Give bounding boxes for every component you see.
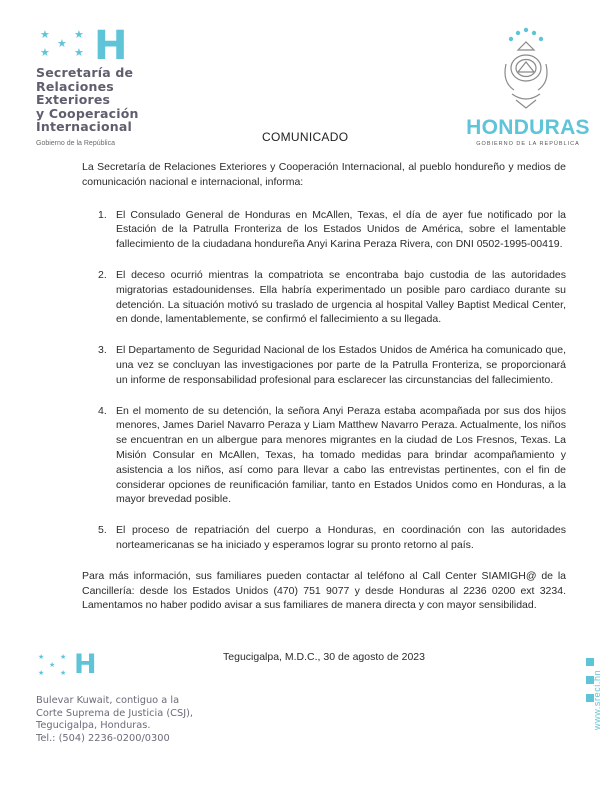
country-name: HONDURAS	[466, 116, 590, 139]
item-text: El Departamento de Seguridad Nacional de los Estados Unidos de América ha comunicado que, una vez se concluyan las investigaciones por parte de la Patrulla Fronteriza, se proporcionará un informe de responsabilidad profesional para esclarecer las circunstancias del fallecimiento.	[116, 344, 566, 386]
list-item	[82, 523, 566, 553]
list-item	[82, 208, 566, 252]
website-link[interactable]: www.sreci.hn	[592, 669, 602, 730]
coat-of-arms-icon	[496, 24, 556, 116]
item-text: En el momento de su detención, la señora Anyi Peraza estaba acompañada por sus dos hijos menores, James Dariel Navarro Peraza y Liam Matthew Navarro Peraza. Actualmente, los niños se encuentran en un albergue para menores migrantes en la ciudad de Los Fresnos, Texas. La Misión Consular en McAllen, Texas, ha tomado medidas para brindar acompañamiento y asistencia a los niños, así como para llevar a cabo las entrevistas pertinentes, con el fin de considerar opciones de reunificación familiar, tanto en Estados Unidos como en Honduras, a la mayor brevedad posible.	[116, 404, 566, 506]
list-item	[82, 404, 566, 508]
list-item	[82, 268, 566, 327]
item-number: 5.	[98, 524, 107, 537]
document-title: COMUNICADO	[262, 130, 349, 144]
place-date: Tegucigalpa, M.D.C., 30 de agosto de 2023	[223, 651, 425, 663]
decor-square	[586, 658, 594, 666]
stars-icon: ★ ★ ★ ★ ★	[38, 654, 67, 677]
footer-logo	[36, 649, 106, 684]
item-text: El deceso ocurrió mientras la compatriota se encontraba bajo custodia de las autoridades migratorias estadounidenses. Ella habría experimentado un posible paro cardiaco durante su detención. La situación motivó su traslado de urgencia al hospital Valley Baptist Medical Center, en donde, lamentablemente, se confirmó el fallecimiento a su llegada.	[116, 268, 566, 326]
logo-letter: H	[94, 23, 128, 69]
footer-logo-letter: H	[74, 649, 97, 680]
honduras-logo	[464, 24, 592, 154]
intro-paragraph: La Secretaría de Relaciones Exteriores y Cooperación Internacional, al pueblo hondureño y medios de comunicación nacional e internacional, informa:	[82, 161, 566, 188]
item-number: 1.	[98, 208, 107, 221]
item-number: 2.	[98, 268, 107, 281]
item-number: 4.	[98, 404, 107, 417]
item-text: El Consulado General de Honduras en McAllen, Texas, el día de ayer fue notificado por la Estación de la Patrulla Fronteriza de los Estados Unidos de América, sobre el lamentable fallecimiento de la ciudadana hondureña Anyi Karina Peraza Rivera, con DNI 0502-1995-00419.	[116, 208, 566, 251]
item-text: El proceso de repatriación del cuerpo a Honduras, en coordinación con las autoridades norteamericanas se ha iniciado y esperamos lograr su pronto retorno al país.	[116, 524, 566, 551]
footer-address: Bulevar Kuwait, contiguo a la Corte Suprema de Justicia (CSJ), Tegucigalpa, Honduras. Tel.: (504) 2236-0200/0300	[36, 695, 194, 744]
ministry-name: Secretaría de Relaciones Exteriores y Cooperación Internacional	[36, 65, 139, 134]
ministry-gov-label: Gobierno de la República	[36, 140, 115, 147]
stars-icon: ★ ★ ★ ★ ★	[40, 29, 84, 59]
list-item	[82, 343, 566, 387]
item-number: 3.	[98, 344, 107, 357]
country-gov-label: GOBIERNO DE LA REPÚBLICA	[476, 141, 580, 147]
closing-paragraph: Para más información, sus familiares pueden contactar al teléfono al Call Center SIAMIGH@ de la Cancillería: desde los Estados Unidos (470) 751 9077 y desde Honduras al 2236 0200 ext 3234. Lamentamos no haber podido avisar a sus familiares de manera directa y con mayor sensibilidad.	[82, 569, 566, 612]
communique-body	[82, 160, 566, 663]
